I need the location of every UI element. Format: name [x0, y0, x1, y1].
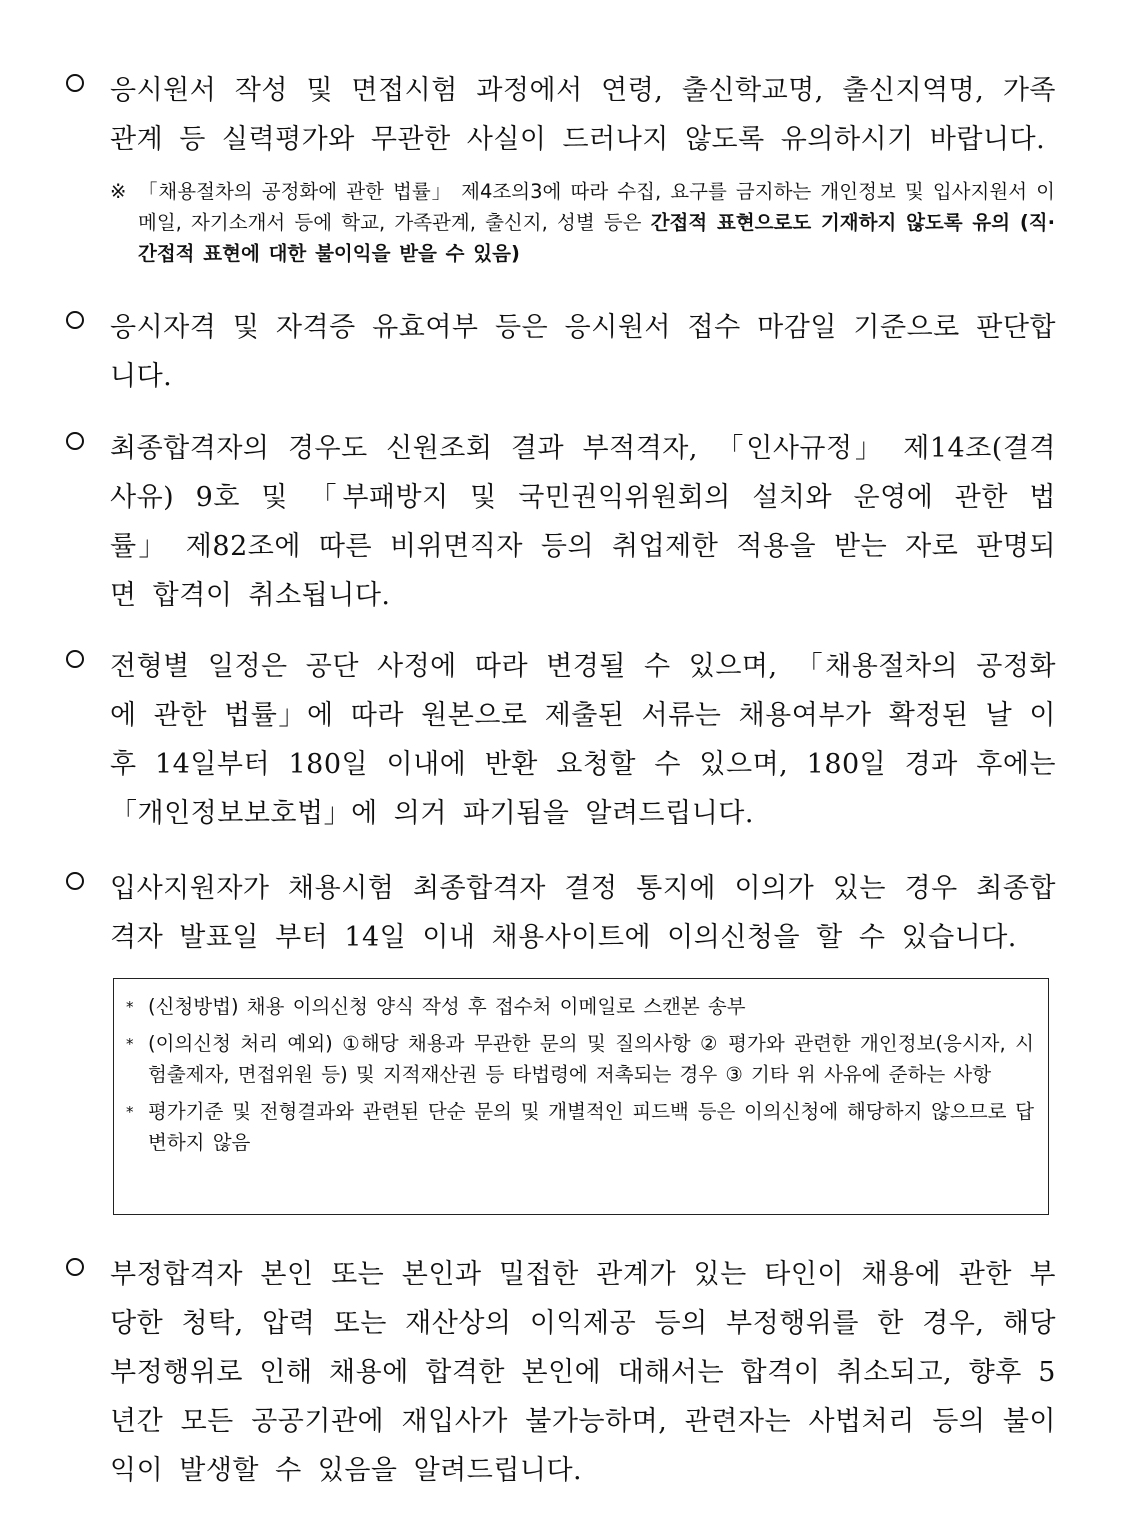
circle-bullet-icon [66, 1258, 84, 1276]
appeal-info-item [124, 1028, 1034, 1090]
notice-item-fraud [66, 1250, 1056, 1495]
appeal-info-text: 평가기준 및 전형결과와 관련된 단순 문의 및 개별적인 피드백 등은 이의신청에 해당하지 않으므로 답변하지 않음 [148, 1100, 1034, 1154]
legal-note [110, 176, 1055, 269]
appeal-info-text: (신청방법) 채용 이의신청 양식 작성 후 접수처 이메일로 스캔본 송부 [148, 995, 746, 1018]
appeal-info-item [124, 1096, 1034, 1158]
appeal-info-box [113, 978, 1049, 1215]
circle-bullet-icon [66, 432, 84, 450]
notice-item-application [66, 66, 1056, 164]
notice-item-disqualification [66, 424, 1056, 620]
notice-item-schedule [66, 642, 1056, 838]
notice-item-appeal [66, 864, 1056, 962]
asterisk-icon: * [126, 1035, 134, 1053]
circle-bullet-icon [66, 650, 84, 668]
asterisk-icon: * [126, 1103, 134, 1121]
notice-text-disqualification: 최종합격자의 경우도 신원조회 결과 부적격자, 「인사규정」 제14조(결격사유) 9호 및 「부패방지 및 국민권익위원회의 설치와 운영에 관한 법률」 제82조에 따른 비위면직자 등의 취업제한 적용을 받는 자로 판명되면 합격이 취소됩니다. [110, 433, 1056, 611]
notice-text-application: 응시원서 작성 및 면접시험 과정에서 연령, 출신학교명, 출신지역명, 가족관계 등 실력평가와 무관한 사실이 드러나지 않도록 유의하시기 바랍니다. [110, 75, 1056, 155]
notice-item-eligibility [66, 303, 1056, 401]
circle-bullet-icon [66, 311, 84, 329]
notice-text-fraud: 부정합격자 본인 또는 본인과 밀접한 관계가 있는 타인이 채용에 관한 부당한 청탁, 압력 또는 재산상의 이익제공 등의 부정행위를 한 경우, 해당 부정행위로 인해 채용에 합격한 본인에 대해서는 합격이 취소되고, 향후 5년간 모든 공공기관에 재입사가 불가능하며, 관련자는 사법처리 등의 불이익이 발생할 수 있음을 알려드립니다. [110, 1259, 1056, 1486]
notice-text-appeal: 입사지원자가 채용시험 최종합격자 결정 통지에 이의가 있는 경우 최종합격자 발표일 부터 14일 이내 채용사이트에 이의신청을 할 수 있습니다. [110, 873, 1056, 953]
notice-text-eligibility: 응시자격 및 자격증 유효여부 등은 응시원서 접수 마감일 기준으로 판단합니다. [110, 312, 1056, 392]
circle-bullet-icon [66, 872, 84, 890]
appeal-info-item [124, 991, 1034, 1022]
legal-note-body [138, 176, 1055, 269]
legal-note-emphasis: 간접적 표현으로도 기재하지 않도록 유의 (직·간접적 표현에 대한 불이익을 받을 수 있음) [138, 211, 1055, 265]
reference-mark-icon: ※ [110, 180, 127, 203]
circle-bullet-icon [66, 74, 84, 92]
legal-note-text: 「채용절차의 공정화에 관한 법률」 제4조의3에 따라 수집, 요구를 금지하는 개인정보 및 입사지원서 이메일, 자기소개서 등에 학교, 가족관계, 출신지, 성별 등은 [138, 180, 1055, 234]
asterisk-icon: * [126, 998, 134, 1016]
notice-text-schedule: 전형별 일정은 공단 사정에 따라 변경될 수 있으며, 「채용절차의 공정화에 관한 법률」에 따라 원본으로 제출된 서류는 채용여부가 확정된 날 이후 14일부터 180일 이내에 반환 요청할 수 있으며, 180일 경과 후에는 「개인정보보호법」에 의거 파기됨을 알려드립니다. [110, 651, 1056, 829]
appeal-info-text: (이의신청 처리 예외) ①해당 채용과 무관한 문의 및 질의사항 ② 평가와 관련한 개인정보(응시자, 시험출제자, 면접위원 등) 및 지적재산권 등 타법령에 저촉되는 경우 ③ 기타 위 사유에 준하는 사항 [148, 1032, 1034, 1086]
